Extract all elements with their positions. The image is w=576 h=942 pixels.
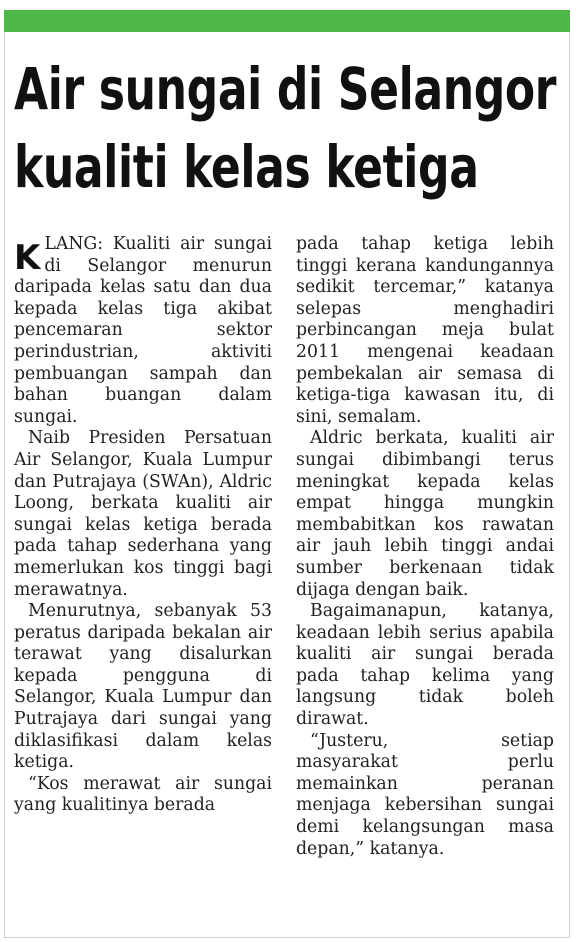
- headline: [14, 50, 557, 206]
- article-paragraph: KLANG: Kualiti air sungai di Selangor menurun daripada kelas satu dan dua kepada kelas tiga akibat pencemaran sektor perindustrian, aktiviti pembuangan sampah dan bahan buangan dalam sungai.: [14, 234, 272, 427]
- headline-line-1: Air sungai di Selangor: [14, 55, 557, 123]
- article-paragraph: Menurutnya, sebanyak 53 peratus daripada bekalan air terawat yang disalurkan kepada pengguna di Selangor, Kuala Lumpur dan Putrajaya dari sungai yang diklasifikasi dalam kelas ketiga.: [14, 601, 272, 773]
- article-column-right: [296, 234, 554, 860]
- article-paragraph: Aldric berkata, kualiti air sungai dibimbangi terus meningkat kepada kelas empat hingga mungkin membabitkan kos rawatan air jauh lebih tinggi andai sumber berkenaan tidak dijaga dengan baik.: [296, 428, 554, 600]
- article-paragraph: Bagaimanapun, katanya, keadaan lebih serius apabila kualiti air sungai berada pada tahap kelima yang langsung tidak boleh dirawat.: [296, 601, 554, 730]
- article-column-left: [14, 234, 272, 817]
- article-paragraph: Naib Presiden Persatuan Air Selangor, Kuala Lumpur dan Putrajaya (SWAn), Aldric Loong, berkata kualiti air sungai kelas ketiga berada pada tahap sederhana yang memerlukan kos tinggi bagi merawatnya.: [14, 428, 272, 600]
- drop-cap: K: [14, 238, 41, 278]
- article-paragraph: “Justeru, setiap masyarakat perlu memainkan peranan menjaga kebersihan sungai demi kelangsungan masa depan,” katanya.: [296, 730, 554, 859]
- accent-bar: [4, 10, 570, 32]
- article-paragraph: “Kos merawat air sungai yang kualitinya berada: [14, 773, 272, 816]
- headline-line-2: kualiti kelas ketiga: [14, 133, 479, 201]
- article-paragraph: pada tahap ketiga lebih tinggi kerana kandungannya sedikit tercemar,” katanya selepas menghadiri perbincangan meja bulat 2011 mengenai keadaan pembekalan air semasa di ketiga-tiga kawasan itu, di sini, semalam.: [296, 234, 554, 427]
